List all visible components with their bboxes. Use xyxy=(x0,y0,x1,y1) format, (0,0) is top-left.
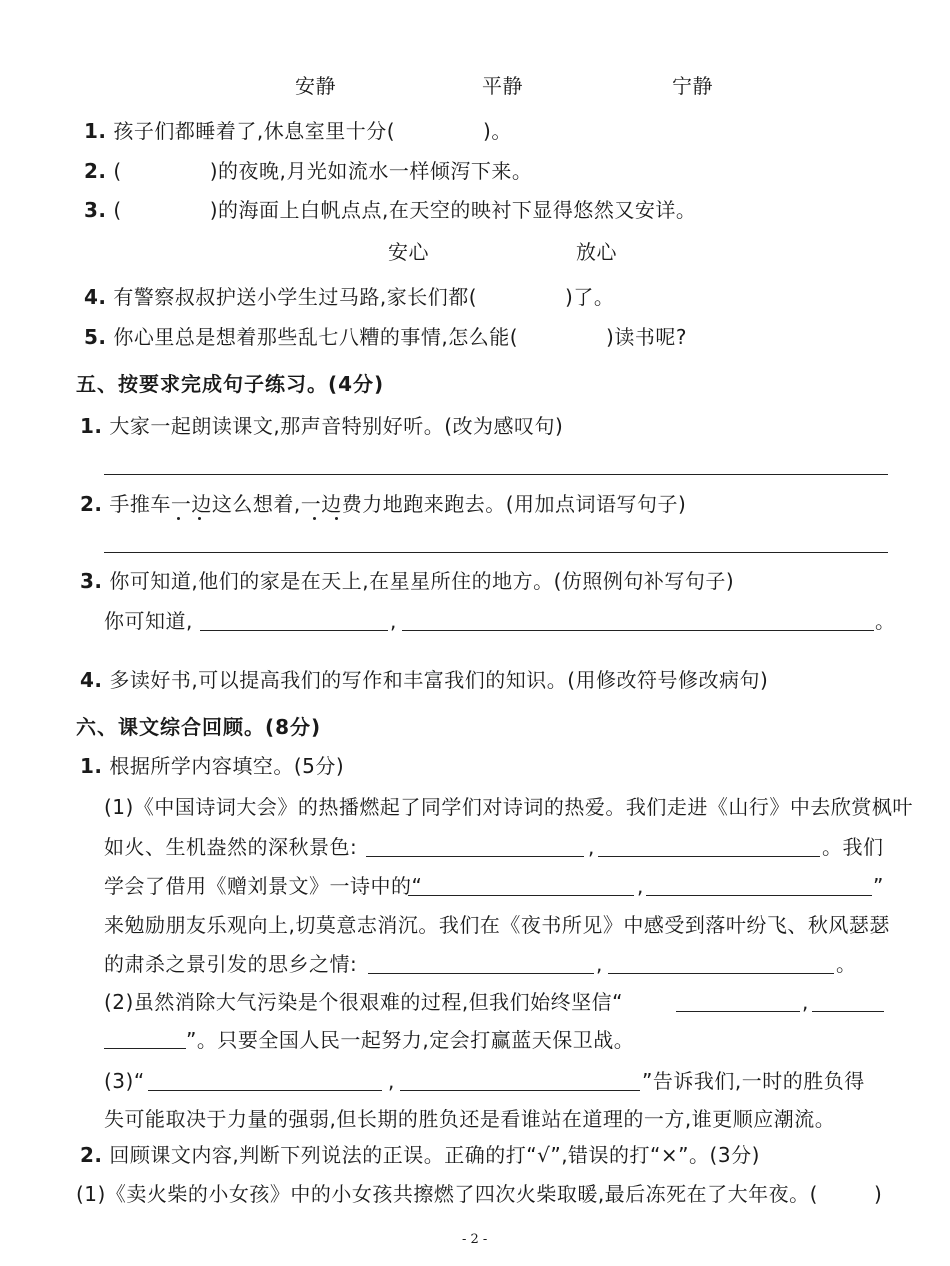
fill-q4-text: 有警察叔叔护送小学生过马路,家长们都( xyxy=(113,285,478,309)
comma: , xyxy=(588,835,595,859)
answer-line[interactable] xyxy=(368,973,594,974)
q-number: 2. xyxy=(80,1143,103,1167)
emphasis-dot xyxy=(335,517,338,520)
s5-q4-text: 多读好书,可以提高我们的写作和丰富我们的知识。(用修改符号修改病句) xyxy=(109,668,769,692)
fill-q1 xyxy=(84,119,512,143)
answer-line[interactable] xyxy=(366,856,584,857)
s5-q2 xyxy=(80,492,686,516)
fill-q1-text: 孩子们都睡着了,休息室里十分( xyxy=(113,119,396,143)
fill-q4 xyxy=(84,285,614,309)
s6-p2-line1: (2)虽然消除大气污染是个很艰难的过程,但我们始终坚信“ xyxy=(104,990,624,1014)
fill-q3-text: ( xyxy=(113,198,122,222)
s5-q3-prefix: 你可知道, xyxy=(104,609,193,633)
answer-line[interactable] xyxy=(400,1090,640,1091)
answer-line[interactable] xyxy=(408,895,634,896)
s6-p1-line4: 来勉励朋友乐观向上,切莫意志消沉。我们在《夜书所见》中感受到落叶纷飞、秋风瑟瑟 xyxy=(104,913,890,937)
fill-q5-end: )读书呢? xyxy=(606,325,687,349)
s6-q1-text: 根据所学内容填空。(5分) xyxy=(109,754,345,778)
fill-q5-text: 你心里总是想着那些乱七八糟的事情,怎么能( xyxy=(113,325,519,349)
period: 。 xyxy=(836,952,857,976)
q-number: 1. xyxy=(80,754,103,778)
s5-q4 xyxy=(80,668,768,692)
s6-p3-line2: 失可能取决于力量的强弱,但长期的胜负还是看谁站在道理的一方,谁更顺应潮流。 xyxy=(104,1107,836,1131)
s6-p1-line1: (1)《中国诗词大会》的热播燃起了同学们对诗词的热爱。我们走进《山行》中去欣赏枫叶 xyxy=(104,795,913,819)
s6-p1-line5: 的肃杀之景引发的思乡之情: xyxy=(104,952,358,976)
fill-q4-end: )了。 xyxy=(565,285,615,309)
emphasis-dot xyxy=(313,517,316,520)
s6-q2-s1-end[interactable]: ) xyxy=(874,1182,883,1206)
fill-q1-end: )。 xyxy=(483,119,512,143)
s6-q2 xyxy=(80,1143,760,1167)
answer-line[interactable] xyxy=(676,1011,800,1012)
section6-title: 六、课文综合回顾。(8分) xyxy=(76,715,322,739)
s6-q1 xyxy=(80,754,344,778)
fill-q2-text: ( xyxy=(113,159,122,183)
section5-title: 五、按要求完成句子练习。(4分) xyxy=(76,372,385,396)
comma: , xyxy=(596,952,603,976)
word-anjing: 安静 xyxy=(295,74,336,98)
answer-line[interactable] xyxy=(402,630,874,631)
fill-q2-end: )的夜晚,月光如流水一样倾泻下来。 xyxy=(209,159,533,183)
s5-q3-comma: , xyxy=(390,609,397,633)
answer-line[interactable] xyxy=(148,1090,382,1091)
fill-q3 xyxy=(84,198,696,222)
q-number: 3. xyxy=(84,198,107,222)
answer-line[interactable] xyxy=(646,895,872,896)
close-quote: ” xyxy=(873,874,884,898)
s6-q2-text: 回顾课文内容,判断下列说法的正误。正确的打“√”,错误的打“×”。(3分) xyxy=(109,1143,760,1167)
answer-line[interactable] xyxy=(812,1011,884,1012)
s6-p1-line2-end: 。我们 xyxy=(822,835,884,859)
q-number: 2. xyxy=(84,159,107,183)
fill-q2 xyxy=(84,159,532,183)
s5-q2-text: 手推车一边这么想着,一边费力地跑来跑去。(用加点词语写句子) xyxy=(109,492,687,516)
q-number: 1. xyxy=(84,119,107,143)
word-fangxin: 放心 xyxy=(576,240,617,264)
s5-q3-end: 。 xyxy=(875,609,896,633)
s5-q1-text: 大家一起朗读课文,那声音特别好听。(改为感叹句) xyxy=(109,414,564,438)
q-number: 3. xyxy=(80,569,103,593)
comma: , xyxy=(388,1069,395,1093)
s6-p1-line2: 如火、生机盎然的深秋景色: xyxy=(104,835,358,859)
fill-q5 xyxy=(84,325,687,349)
s5-q3-text: 你可知道,他们的家是在天上,在星星所住的地方。(仿照例句补写句子) xyxy=(109,569,735,593)
q-number: 5. xyxy=(84,325,107,349)
s6-p2-line2: ”。只要全国人民一起努力,定会打赢蓝天保卫战。 xyxy=(186,1028,635,1052)
q-number: 4. xyxy=(80,668,103,692)
s6-p3-line1-start: (3)“ xyxy=(104,1069,145,1093)
q-number: 4. xyxy=(84,285,107,309)
s6-p1-line3: 学会了借用《赠刘景文》一诗中的“ xyxy=(104,874,423,898)
answer-line[interactable] xyxy=(608,973,834,974)
comma: , xyxy=(637,874,644,898)
page-number: - 2 - xyxy=(462,1232,488,1247)
answer-line[interactable] xyxy=(104,474,888,475)
fill-q3-end: )的海面上白帆点点,在天空的映衬下显得悠然又安详。 xyxy=(209,198,697,222)
s5-q1 xyxy=(80,414,563,438)
emphasis-dot xyxy=(198,517,201,520)
comma: , xyxy=(802,990,809,1014)
s5-q3 xyxy=(80,569,734,593)
answer-line[interactable] xyxy=(104,552,888,553)
word-pingjing: 平静 xyxy=(482,74,523,98)
q-number: 2. xyxy=(80,492,103,516)
s6-p3-line1-end: ”告诉我们,一时的胜负得 xyxy=(642,1069,865,1093)
answer-line[interactable] xyxy=(200,630,388,631)
answer-line[interactable] xyxy=(598,856,820,857)
emphasis-dot xyxy=(177,517,180,520)
word-ningjing: 宁静 xyxy=(672,74,713,98)
s6-q2-s1: (1)《卖火柴的小女孩》中的小女孩共擦燃了四次火柴取暖,最后冻死在了大年夜。( xyxy=(76,1182,818,1206)
word-anxin: 安心 xyxy=(388,240,429,264)
q-number: 1. xyxy=(80,414,103,438)
answer-line[interactable] xyxy=(104,1048,186,1049)
